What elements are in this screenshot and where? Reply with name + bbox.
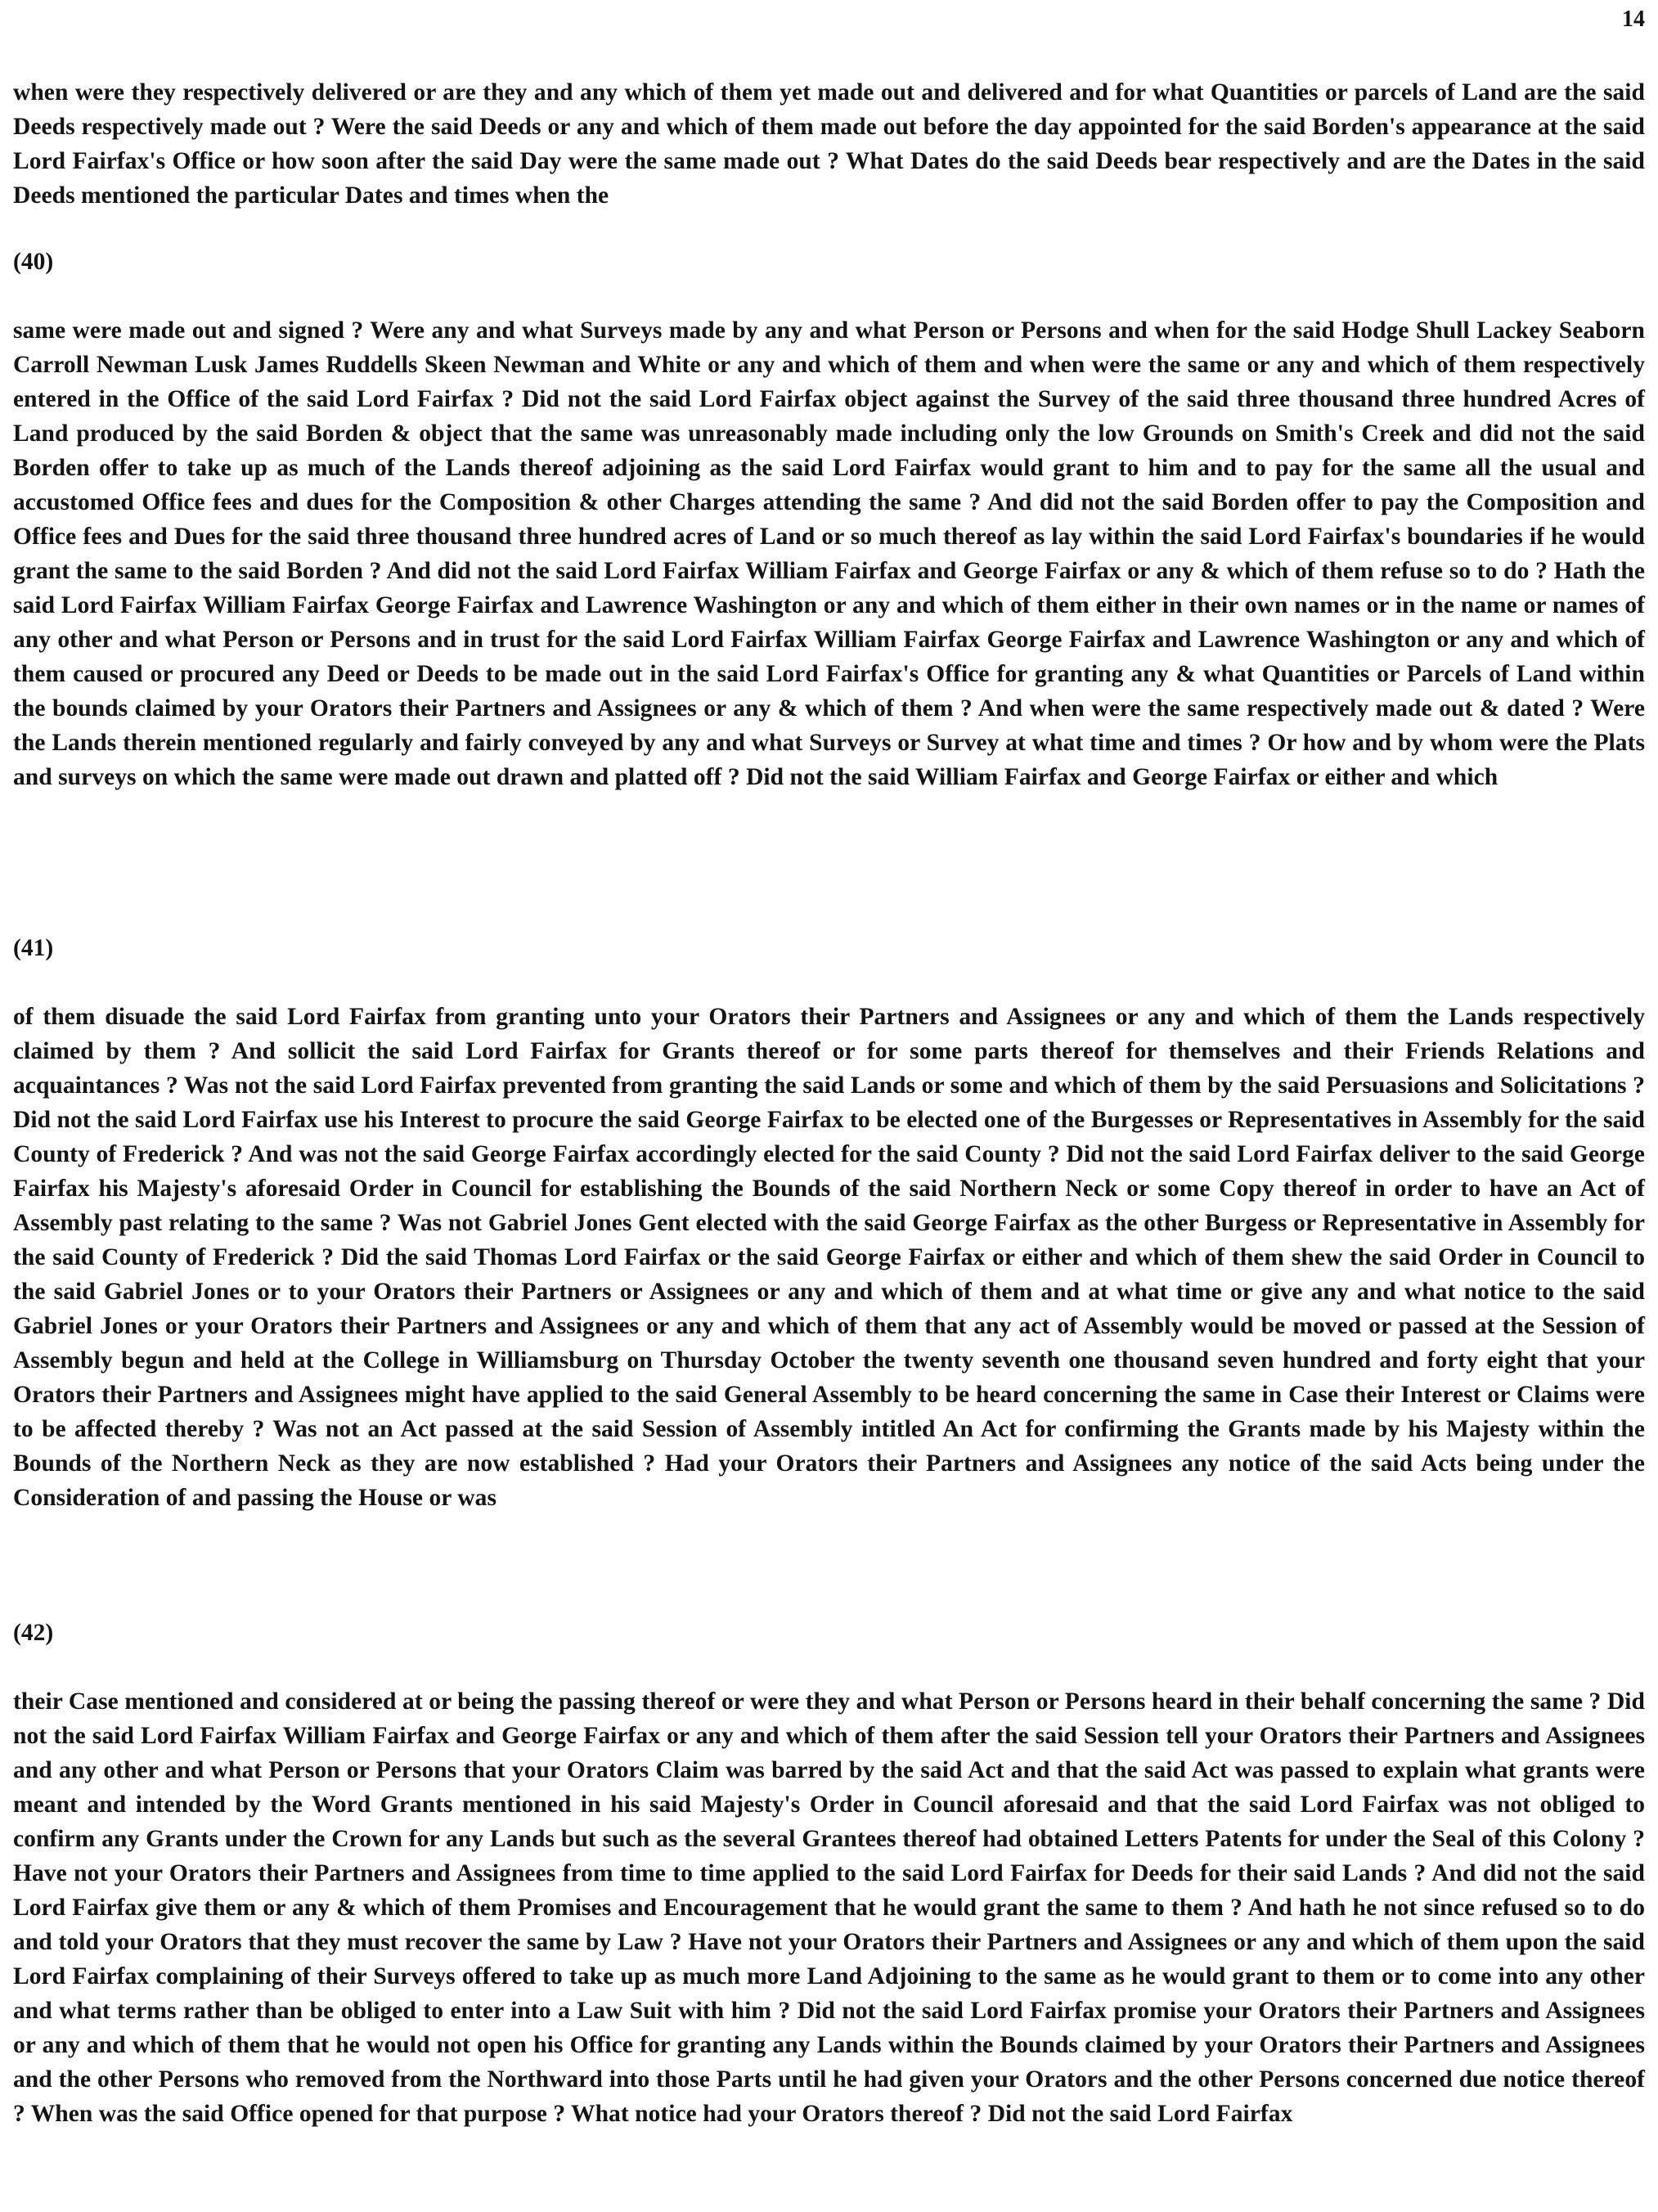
page-number: 14 [1622,7,1645,32]
section-number-42: (42) [13,1620,54,1646]
section-number-40: (40) [13,249,54,275]
paragraph-continuation: when were they respectively delivered or are they and any which of them yet made out and delivered and for what Quantities or parcels of Land are the said Deeds respectively made out ? Were the said Deeds or any and which of them made out before the day appointed for the said Borden's appearance at the said Lord Fairfax's Office or how soon after the said Day were the same made out ? What Dates do the said Deeds bear respectively and are the Dates in the said Deeds mentioned the particular Dates and times when the [13,79,1645,209]
section-number-41: (41) [13,935,54,961]
paragraph-40: same were made out and signed ? Were any and what Surveys made by any and what Person or Persons and when for the said Hodge Shull Lackey Seaborn Carroll Newman Lusk James Ruddells Skeen Newman and White or any and which of them and when were the same or any and which of them respectively entered in the Office of the said Lord Fairfax ? Did not the said Lord Fairfax object against the Survey of the said three thousand three hundred Acres of Land produced by the said Borden & object that the same was unreasonably made including only the low Grounds on Smith's Creek and did not the said Borden offer to take up as much of the Lands thereof adjoining as the said Lord Fairfax would grant to him and to pay for the same all the usual and accustomed Office fees and dues for the Composition & other Charges attending the same ? And did not the said Borden offer to pay the Composition and Office fees and Dues for the said three thousand three hundred acres of Land or so much thereof as lay within the said Lord Fairfax's boundaries if he would grant the same to the said Borden ? And did not the said Lord Fairfax William Fairfax and George Fairfax or any & which of them refuse so to do ? Hath the said Lord Fairfax William Fairfax George Fairfax and Lawrence Washington or any and which of them either in their own names or in the name or names of any other and what Person or Persons and in trust for the said Lord Fairfax William Fairfax George Fairfax and Lawrence Washington or any and which of them caused or procured any Deed or Deeds to be made out in the said Lord Fairfax's Office for granting any & what Quantities or Parcels of Land within the bounds claimed by your Orators their Partners and Assignees or any & which of them ? And when were the same respectively made out & dated ? Were the Lands therein mentioned regularly and fairly conveyed by any and what Surveys or Survey at what time and times ? Or how and by whom were the Plats and surveys on which the same were made out drawn and platted off ? Did not the said William Fairfax and George Fairfax or either and which [13,317,1645,790]
paragraph-42: their Case mentioned and considered at or being the passing thereof or were they and what Person or Persons heard in their behalf concerning the same ? Did not the said Lord Fairfax William Fairfax and George Fairfax or any and which of them after the said Session tell your Orators their Partners and Assignees and any other and what Person or Persons that your Orators Claim was barred by the said Act and that the said Act was passed to explain what grants were meant and intended by the Word Grants mentioned in his said Majesty's Order in Council aforesaid and that the said Lord Fairfax was not obliged to confirm any Grants under the Crown for any Lands but such as the several Grantees thereof had obtained Letters Patents for under the Seal of this Colony ? Have not your Orators their Partners and Assignees from time to time applied to the said Lord Fairfax for Deeds for their said Lands ? And did not the said Lord Fairfax give them or any & which of them Promises and Encouragement that he would grant the same to them ? And hath he not since refused so to do and told your Orators that they must recover the same by Law ? Have not your Orators their Partners and Assignees or any and which of them upon the said Lord Fairfax complaining of their Surveys offered to take up as much more Land Adjoining to the same as he would grant to them or to come into any other and what terms rather than be obliged to enter into a Law Suit with him ? Did not the said Lord Fairfax promise your Orators their Partners and Assignees or any and which of them that he would not open his Office for granting any Lands within the Bounds claimed by your Orators their Partners and Assignees and the other Persons who removed from the Northward into those Parts until he had given your Orators and the other Persons concerned due notice thereof ? When was the said Office opened for that purpose ? What notice had your Orators thereof ? Did not the said Lord Fairfax [13,1688,1645,2127]
document-page [13,0,1645,2212]
paragraph-41: of them disuade the said Lord Fairfax from granting unto your Orators their Partners and Assignees or any and which of them the Lands respectively claimed by them ? And sollicit the said Lord Fairfax for Grants thereof or for some parts thereof for themselves and their Friends Relations and acquaintances ? Was not the said Lord Fairfax prevented from granting the said Lands or some and which of them by the said Persuasions and Solicitations ? Did not the said Lord Fairfax use his Interest to procure the said George Fairfax to be elected one of the Burgesses or Representatives in Assembly for the said County of Frederick ? And was not the said George Fairfax accordingly elected for the said County ? Did not the said Lord Fairfax deliver to the said George Fairfax his Majesty's aforesaid Order in Council for establishing the Bounds of the said Northern Neck or some Copy thereof in order to have an Act of Assembly past relating to the same ? Was not Gabriel Jones Gent elected with the said George Fairfax as the other Burgess or Representative in Assembly for the said County of Frederick ? Did the said Thomas Lord Fairfax or the said George Fairfax or either and which of them shew the said Order in Council to the said Gabriel Jones or to your Orators their Partners or Assignees or any and which of them and at what time or give any and what notice to the said Gabriel Jones or your Orators their Partners and Assignees or any and which of them that any act of Assembly would be moved or passed at the Session of Assembly begun and held at the College in Williamsburg on Thursday October the twenty seventh one thousand seven hundred and forty eight that your Orators their Partners and Assignees might have applied to the said General Assembly to be heard concerning the same in Case their Interest or Claims were to be affected thereby ? Was not an Act passed at the said Session of Assembly intitled An Act for confirming the Grants made by his Majesty within the Bounds of the Northern Neck as they are now established ? Had your Orators their Partners and Assignees any notice of the said Acts being under the Consideration of and passing the House or was [13,1004,1645,1511]
